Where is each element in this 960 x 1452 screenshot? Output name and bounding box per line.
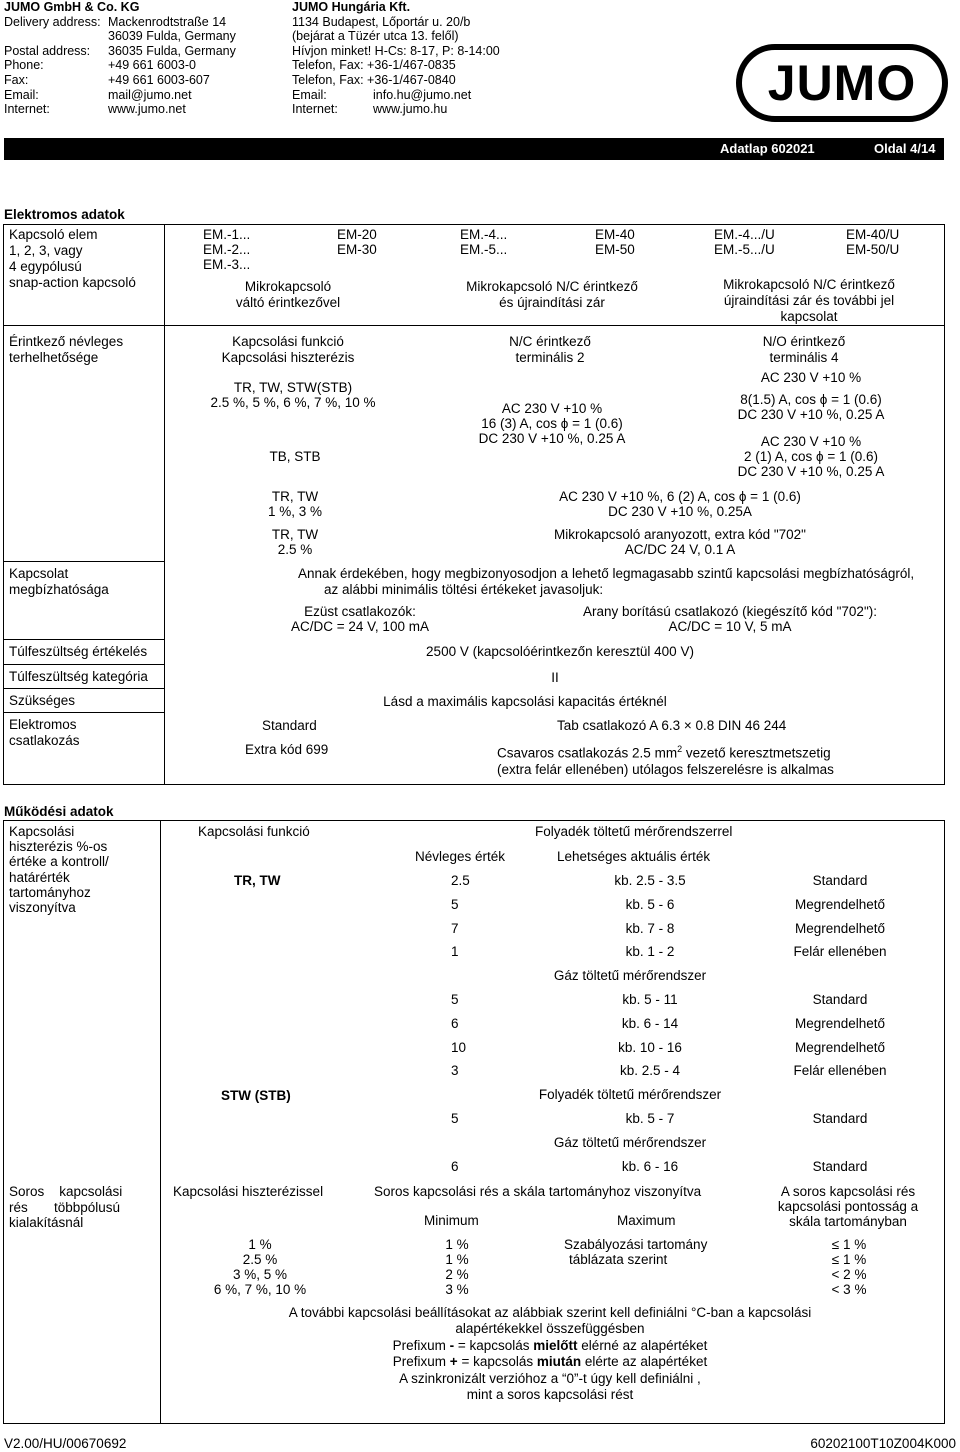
footer-version: V2.00/HU/00670692 [4, 1436, 127, 1451]
actual-range: kb. 6 - 14 [621, 1015, 679, 1031]
electrical-data-title: Elektromos adatok [4, 207, 125, 222]
availability: Standard [812, 1158, 868, 1174]
nominal-value: 6 [451, 1015, 459, 1031]
series-gap-label: Soros kapcsolási rés többpólusú kialakításnál [9, 1184, 123, 1230]
address-value: 36039 Fulda, Germany [108, 29, 236, 44]
nominal-value: 10 [451, 1039, 467, 1055]
no-rating-1: AC 230 V +10 % 8(1.5) A, cos ϕ = 1 (0.6) DC 230 V +10 %, 0.25 A [737, 370, 885, 422]
liquid-filled-head: Folyadék töltetű mérőrendszerrel [535, 824, 733, 839]
connection-standard-label: Standard [262, 718, 317, 733]
hungary-website[interactable]: www.jumo.hu [373, 102, 448, 117]
series-maximum-values: Szabályozási tartomány táblázata szerint [564, 1237, 708, 1267]
series-hysteresis-head: Kapcsolási hiszterézissel [173, 1184, 324, 1199]
actual-range: kb. 2.5 - 3.5 [614, 873, 686, 888]
possible-value-head: Lehetséges aktuális érték [557, 849, 711, 864]
company-name: JUMO GmbH & Co. KG [4, 0, 140, 14]
row-divider [3, 688, 165, 689]
note-line: Prefixum - = kapcsolás mielőtt elérné az alapértéket [392, 1337, 708, 1353]
series-hysteresis-values: 1 % 2.5 % 3 %, 5 % 6 %, 7 %, 10 % [213, 1237, 307, 1297]
row-divider [3, 639, 165, 640]
switch-element-label: Kapcsoló elem 1, 2, 3, vagy 4 egypólusú snap-action kapcsoló [9, 227, 136, 290]
contact-link[interactable]: www.jumo.net [108, 102, 186, 117]
required-label: Szükséges [9, 693, 76, 708]
actual-range: kb. 6 - 16 [621, 1158, 679, 1174]
series-maximum-head: Maximum [617, 1213, 676, 1228]
operating-data-title: Működési adatok [4, 804, 114, 819]
availability: Megrendelhető [794, 896, 886, 912]
table-divider [160, 820, 161, 1424]
hungary-address-line: 1134 Budapest, Lőportár u. 20/b [292, 14, 471, 29]
connection-extra-label: Extra kód 699 [245, 742, 329, 757]
note-line: A további kapcsolási beállításokat az alábbiak szerint kell definiálni °C-ban a kapcsolási [288, 1305, 812, 1320]
note-line: mint a soros kapcsolási rést [466, 1387, 634, 1403]
address-label: Postal address: [4, 43, 91, 58]
jumo-logo [736, 44, 948, 122]
gold-contact-rating: Mikrokapcsoló aranyozott, extra kód "702" AC/DC 24 V, 0.1 A [554, 527, 806, 557]
overvoltage-category-label: Túlfeszültség kategória [9, 669, 148, 684]
hungary-phone: Telefon, Fax: +36-1/467-0835 [292, 58, 456, 73]
function-tr-tw-1-3: TR, TW 1 %, 3 % [267, 489, 323, 519]
availability: Felár ellenében [793, 944, 887, 960]
actual-range: kb. 7 - 8 [625, 920, 675, 936]
address-label: Phone: [4, 58, 44, 73]
address-value: +49 661 6003-0 [108, 58, 196, 73]
address-label: Delivery address: [4, 14, 101, 29]
hungary-company-name: JUMO Hungária Kft. [292, 0, 411, 14]
connection-label: Elektromos csatlakozás [9, 717, 80, 748]
nominal-value: 6 [451, 1158, 459, 1174]
overvoltage-rating-value: 2500 V (kapcsolóérintkezőn keresztül 400 V) [426, 644, 694, 659]
nominal-value-head: Névleges érték [415, 849, 506, 864]
nominal-value: 5 [451, 992, 459, 1007]
nc-rating-1: AC 230 V +10 % 16 (3) A, cos ϕ = 1 (0.6) DC 230 V +10 %, 0.25 A [478, 401, 626, 446]
series-minimum-values: 1 % 1 % 2 % 3 % [445, 1237, 469, 1297]
actual-range: kb. 1 - 2 [625, 944, 675, 960]
actual-range: kb. 5 - 7 [625, 1111, 675, 1126]
datasheet-bar [4, 138, 944, 160]
nominal-value: 5 [451, 896, 459, 912]
series-note [180, 1305, 920, 1403]
availability: Megrendelhető [794, 920, 886, 936]
note-line: alapértékekkel összefüggésben [455, 1321, 645, 1337]
actual-range: kb. 5 - 6 [625, 896, 675, 912]
note-line: A szinkronizált verzióhoz a “0”-t úgy kell definiálni , [399, 1370, 701, 1386]
reliability-text: Annak érdekében, hogy megbizonyosodjon a lehető legmagasabb szintű kapcsolási megbízhatóságról, az alábbi minimális töltési értékeket javasoljuk: [298, 566, 915, 597]
function-tr-tw-2-5: TR, TW 2.5 % [271, 527, 319, 557]
page-number: Oldal 4/14 [874, 141, 936, 156]
hungary-hours: Hívjon minket! H-Cs: 8-17, P: 8-14:00 [292, 43, 500, 58]
address-label: Email: [4, 87, 39, 102]
row-divider [3, 712, 165, 713]
address-value: +49 661 6003-607 [108, 73, 210, 87]
actual-range: kb. 2.5 - 4 [619, 1063, 681, 1079]
connection-extra-value: Csavaros csatlakozás 2.5 $mm^2$ vezető keresztmetszetig [497, 744, 831, 761]
availability: Megrendelhető [794, 1015, 886, 1031]
overvoltage-rating-label: Túlfeszültség értékelés [9, 644, 148, 659]
function-tb-stb: TB, STB [269, 449, 321, 464]
nc-contact-header: N/C érintkező terminális 2 [509, 334, 591, 365]
hysteresis-label: Kapcsolási hiszterézis %-os értéke a kontroll/ határérték tartományhoz viszonyítva [9, 824, 109, 916]
liquid-filled-subhead: Folyadék töltetű mérőrendszer [538, 1087, 722, 1103]
nominal-value: 3 [451, 1063, 459, 1079]
gold-contacts: Arany borítású csatlakozó (kiegészítő kód "702"): AC/DC = 10 V, 5 mA [583, 604, 877, 634]
datasheet-number: Adatlap 602021 [720, 141, 815, 156]
contact-link[interactable]: mail@jumo.net [108, 87, 192, 102]
gas-filled-subhead: Gáz töltetű mérőrendszer [553, 1134, 707, 1150]
reliability-label: Kapcsolat megbízhatósága [9, 566, 109, 597]
no-contact-header: N/O érintkező terminális 4 [762, 334, 846, 365]
availability: Standard [812, 992, 868, 1007]
address-value: 36035 Fulda, Germany [108, 43, 236, 58]
series-gap-head: Soros kapcsolási rés a skála tartományhoz viszonyítva [374, 1184, 702, 1199]
nominal-value: 7 [451, 920, 459, 936]
hungary-email-label: Email: [292, 87, 327, 102]
hungary-phone: Telefon, Fax: +36-1/467-0840 [292, 73, 456, 87]
address-label: Fax: [4, 73, 29, 87]
row-divider [3, 325, 945, 326]
availability: Felár ellenében [793, 1063, 887, 1079]
contact-load-label: Érintkező névleges terhelhetősége [9, 334, 124, 365]
address-value: Mackenrodtstraße 14 [108, 14, 227, 29]
table-divider [164, 224, 165, 785]
connection-extra-note: (extra felár ellenében) utólagos felszerelésre is alkalmas [497, 762, 834, 777]
series-accuracy-head: A soros kapcsolási rés kapcsolási pontosság a skála tartományban [777, 1184, 919, 1229]
connection-standard-value: Tab csatlakozó A 6.3 × 0.8 DIN 46 244 [557, 718, 787, 733]
actual-range: kb. 5 - 11 [622, 992, 678, 1007]
function-tr-tw-stw: TR, TW, STW(STB) 2.5 %, 5 %, 6 %, 7 %, 10 % [210, 380, 376, 410]
nominal-value: 2.5 [451, 873, 470, 888]
switching-function-header: Kapcsolási funkció Kapcsolási hiszterézis [221, 334, 355, 365]
no-rating-2: AC 230 V +10 % 2 (1) A, cos ϕ = 1 (0.6) DC 230 V +10 %, 0.25 A [737, 434, 885, 479]
silver-contacts: Ezüst csatlakozók: AC/DC = 24 V, 100 mA [291, 604, 429, 634]
row-divider [3, 561, 165, 562]
note-line: Prefixum + = kapcsolás miután elérte az alapértéket [392, 1354, 708, 1370]
series-minimum-head: Minimum [424, 1213, 479, 1228]
switching-function-head: Kapcsolási funkció [198, 824, 310, 839]
hungary-internet-label: Internet: [292, 102, 338, 117]
tr-tw-function: TR, TW [234, 873, 281, 888]
overvoltage-category-value: II [551, 670, 559, 685]
series-accuracy-values: ≤ 1 % ≤ 1 % < 2 % < 3 % [831, 1237, 867, 1297]
shared-rating-1-3: AC 230 V +10 %, 6 (2) A, cos ϕ = 1 (0.6) DC 230 V +10 %, 0.25A [559, 489, 801, 519]
hungary-address-line: (bejárat a Tüzér utca 13. felől) [292, 29, 459, 44]
row-divider [3, 664, 165, 665]
address-label: Internet: [4, 102, 50, 117]
nominal-value: 5 [451, 1111, 459, 1126]
availability: Standard [812, 1111, 868, 1126]
availability: Megrendelhető [794, 1039, 886, 1055]
gas-filled-subhead: Gáz töltetű mérőrendszer [553, 968, 707, 984]
logo-text: JUMO [767, 55, 917, 111]
availability: Standard [812, 873, 868, 888]
hungary-email[interactable]: info.hu@jumo.net [373, 87, 472, 102]
footer-code: 60202100T10Z004K000 [810, 1436, 956, 1451]
nominal-value: 1 [451, 944, 459, 960]
actual-range: kb. 10 - 16 [618, 1039, 682, 1055]
stw-stb-function: STW (STB) [221, 1088, 291, 1103]
required-value: Lásd a maximális kapcsolási kapacitás értéknél [383, 694, 667, 709]
